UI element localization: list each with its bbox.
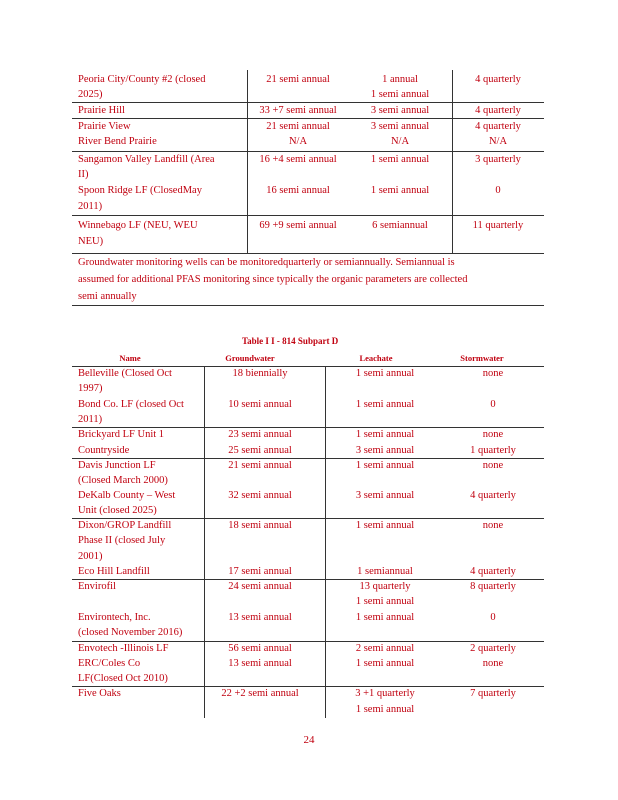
- table-cell-name: Envirofil: [78, 581, 116, 592]
- row-divider: [72, 215, 544, 216]
- table-cell-name: Winnebago LF (NEU, WEU: [78, 220, 198, 231]
- table-cell-leachate: 1 semiannual: [357, 566, 413, 577]
- table-cell-stormwater: 1 quarterly: [470, 445, 516, 456]
- table-note-line: Groundwater monitoring wells can be monitoredquarterly or semiannually. Semiannual is: [78, 257, 455, 268]
- table-cell-groundwater: 32 semi annual: [228, 490, 292, 501]
- column-header-name: Name: [119, 353, 141, 363]
- table-cell-name: DeKalb County – West: [78, 490, 176, 501]
- table-cell-name: 1997): [78, 383, 103, 394]
- table-cell-leachate: 1 semi annual: [355, 704, 415, 715]
- table-cell-name: (closed November 2016): [78, 627, 183, 638]
- table-cell-stormwater: 4 quarterly: [470, 566, 516, 577]
- table-cell-name: Peoria City/County #2 (closed: [78, 74, 206, 85]
- table-cell-groundwater: 33 +7 semi annual: [259, 105, 337, 116]
- table-cell-name: LF(Closed Oct 2010): [78, 673, 168, 684]
- table-cell-name: Davis Junction LF: [78, 460, 156, 471]
- table-cell-groundwater: 16 +4 semi annual: [259, 154, 337, 165]
- table-cell-groundwater: 23 semi annual: [228, 429, 292, 440]
- table-cell-groundwater: 22 +2 semi annual: [221, 688, 299, 699]
- table-cell-stormwater: none: [482, 658, 504, 669]
- table-cell-leachate: 3 semi annual: [370, 121, 430, 132]
- column-header-stormwater: Stormwater: [460, 353, 504, 363]
- table-cell-name: Environtech, Inc.: [78, 612, 151, 623]
- table-cell-stormwater: none: [482, 460, 504, 471]
- table-cell-leachate: 3 +1 quarterly: [355, 688, 415, 699]
- column-header-leachate: Leachate: [359, 353, 393, 363]
- table-cell-groundwater: 17 semi annual: [228, 566, 292, 577]
- table-cell-name: II): [78, 169, 89, 180]
- table-cell-stormwater: 0: [490, 612, 496, 623]
- table-cell-leachate: 1 semi annual: [370, 154, 430, 165]
- table-cell-name: Five Oaks: [78, 688, 121, 699]
- table-note-line: semi annually: [78, 291, 137, 302]
- table-cell-leachate: 1 semi annual: [370, 185, 430, 196]
- table-cell-leachate: 1 semi annual: [355, 520, 415, 531]
- table-cell-name: Dixon/GROP Landfill: [78, 520, 172, 531]
- table-cell-stormwater: 11 quarterly: [472, 220, 524, 231]
- table-cell-name: Spoon Ridge LF (ClosedMay: [78, 185, 202, 196]
- table-title: Table I I - 814 Subpart D: [242, 336, 339, 346]
- table-cell-groundwater: 21 semi annual: [266, 121, 330, 132]
- table-cell-name: Prairie Hill: [78, 105, 125, 116]
- table-cell-name: 2001): [78, 551, 103, 562]
- page-number: 24: [303, 734, 315, 746]
- table-cell-leachate: 1 semi annual: [355, 399, 415, 410]
- row-divider: [72, 305, 544, 306]
- table-cell-leachate: 13 quarterly: [359, 581, 411, 592]
- table-cell-name: Envotech -Illinois LF: [78, 643, 169, 654]
- table-cell-name: Prairie View: [78, 121, 131, 132]
- table-cell-stormwater: 4 quarterly: [475, 74, 521, 85]
- table-cell-leachate: 1 semi annual: [355, 368, 415, 379]
- table-cell-name: (Closed March 2000): [78, 475, 168, 486]
- table-cell-name: Phase II (closed July: [78, 535, 166, 546]
- table-cell-groundwater: 16 semi annual: [266, 185, 330, 196]
- table-cell-stormwater: 4 quarterly: [475, 105, 521, 116]
- table-cell-leachate: 1 semi annual: [355, 658, 415, 669]
- table-cell-groundwater: 24 semi annual: [228, 581, 292, 592]
- table-cell-stormwater: N/A: [488, 136, 508, 147]
- table-cell-leachate: 1 semi annual: [370, 89, 430, 100]
- table-cell-leachate: 1 semi annual: [355, 612, 415, 623]
- table-cell-name: Bond Co. LF (closed Oct: [78, 399, 184, 410]
- table-cell-leachate: 6 semiannual: [372, 220, 428, 231]
- table-cell-leachate: 1 annual: [382, 74, 418, 85]
- table-note-line: assumed for additional PFAS monitoring since typically the organic parameters are collected: [78, 274, 468, 285]
- table-cell-stormwater: none: [482, 429, 504, 440]
- table-cell-name: 2011): [78, 201, 103, 212]
- table-cell-stormwater: 7 quarterly: [470, 688, 516, 699]
- table-cell-stormwater: 4 quarterly: [475, 121, 521, 132]
- table-cell-name: Unit (closed 2025): [78, 505, 157, 516]
- table-cell-leachate: 1 semi annual: [355, 429, 415, 440]
- table-cell-leachate: N/A: [390, 136, 410, 147]
- table-cell-stormwater: 8 quarterly: [470, 581, 516, 592]
- table-cell-stormwater: none: [482, 368, 504, 379]
- table-cell-name: Eco Hill Landfill: [78, 566, 150, 577]
- table-cell-leachate: 3 semi annual: [355, 490, 415, 501]
- table-cell-groundwater: 13 semi annual: [228, 612, 292, 623]
- table-divider: [325, 366, 326, 718]
- table-cell-groundwater: 21 semi annual: [266, 74, 330, 85]
- table-cell-groundwater: 13 semi annual: [228, 658, 292, 669]
- table-cell-groundwater: 18 semi annual: [228, 520, 292, 531]
- table-cell-name: Brickyard LF Unit 1: [78, 429, 165, 440]
- table-cell-stormwater: 0: [490, 399, 496, 410]
- table-cell-leachate: 1 semi annual: [355, 596, 415, 607]
- table-cell-name: NEU): [78, 236, 104, 247]
- table-cell-name: 2025): [78, 89, 103, 100]
- table-cell-stormwater: 2 quarterly: [470, 643, 516, 654]
- table-cell-groundwater: 10 semi annual: [228, 399, 292, 410]
- table-cell-leachate: 1 semi annual: [355, 460, 415, 471]
- table-cell-stormwater: 4 quarterly: [470, 490, 516, 501]
- table-cell-name: Sangamon Valley Landfill (Area: [78, 154, 215, 165]
- table-cell-groundwater: 25 semi annual: [228, 445, 292, 456]
- table-cell-name: 2011): [78, 414, 103, 425]
- table-cell-name: River Bend Prairie: [78, 136, 157, 147]
- table-cell-groundwater: 18 biennially: [232, 368, 288, 379]
- table-cell-name: Countryside: [78, 445, 130, 456]
- table-cell-groundwater: N/A: [288, 136, 308, 147]
- table-cell-leachate: 3 semi annual: [355, 445, 415, 456]
- column-header-groundwater: Groundwater: [225, 353, 275, 363]
- table-cell-stormwater: 3 quarterly: [475, 154, 521, 165]
- table-cell-groundwater: 21 semi annual: [228, 460, 292, 471]
- table-cell-name: ERC/Coles Co: [78, 658, 141, 669]
- table-cell-groundwater: 56 semi annual: [228, 643, 292, 654]
- table-cell-leachate: 2 semi annual: [355, 643, 415, 654]
- table-cell-groundwater: 69 +9 semi annual: [259, 220, 337, 231]
- table-cell-name: Belleville (Closed Oct: [78, 368, 172, 379]
- table-cell-stormwater: none: [482, 520, 504, 531]
- table-cell-stormwater: 0: [495, 185, 501, 196]
- table-cell-leachate: 3 semi annual: [370, 105, 430, 116]
